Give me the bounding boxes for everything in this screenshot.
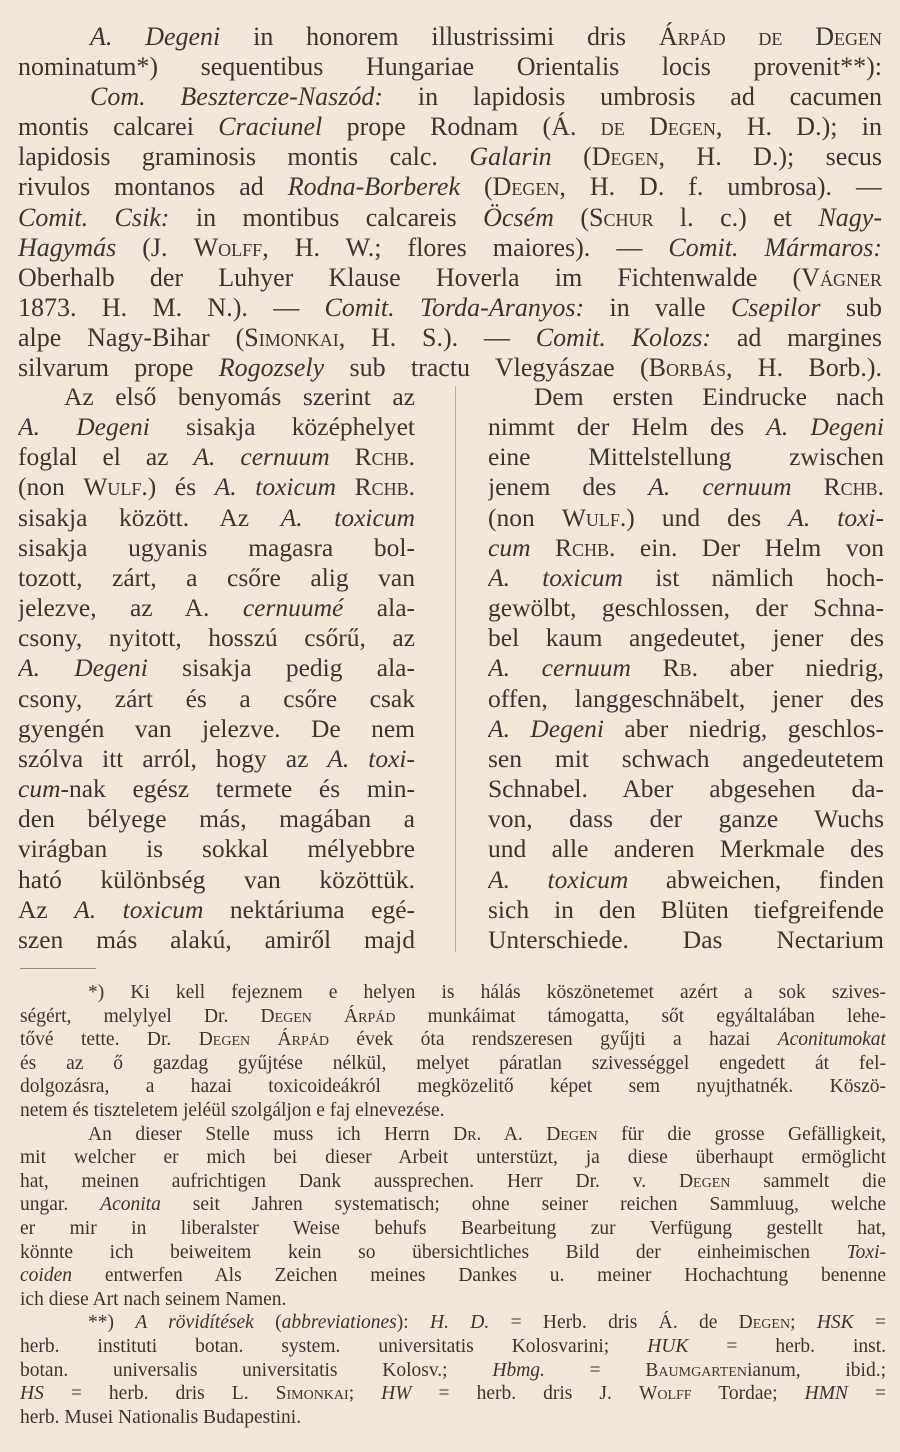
text-segment: rivulos montanos ad bbox=[18, 172, 288, 202]
small-caps-name: Rb. bbox=[662, 653, 699, 683]
text-segment: l. c.) et bbox=[653, 202, 819, 232]
text-segment: munkáimat támogatta, sőt egyáltalában lehe- bbox=[395, 1005, 886, 1027]
text-segment: és az ő gazdag gyűjtése nélkül, melyet páratlan szivességgel engedett át fel- bbox=[20, 1052, 886, 1074]
text-segment: dolgozásra, a hazai toxicoideákról megközelitő képet sem nyujthatnék. Köszö- bbox=[20, 1076, 886, 1098]
small-caps-name: Simonkai bbox=[244, 322, 339, 352]
text-segment: aber niedrig, geschlos- bbox=[604, 713, 884, 743]
italic-text: cum bbox=[18, 774, 61, 804]
text-segment: in lapidosis umbrosis ad cacumen bbox=[383, 82, 882, 112]
text-line bbox=[20, 1052, 886, 1076]
small-caps-name: Rchb. bbox=[823, 472, 884, 502]
text-segment: (non bbox=[488, 502, 562, 532]
text-segment: virágban is sokkal mélyebbre bbox=[18, 834, 415, 864]
text-segment: sisakja ugyanis magasra bol- bbox=[18, 532, 415, 562]
small-caps-name: Degen Árpád bbox=[198, 1029, 329, 1051]
text-segment: = herb. dris J. bbox=[411, 1383, 639, 1405]
text-segment: Dem ersten Eindrucke nach bbox=[534, 382, 884, 411]
italic-text: A. toxi- bbox=[788, 502, 884, 532]
text-line bbox=[488, 865, 884, 895]
text-segment: in honorem illustrissimi dris bbox=[220, 22, 659, 51]
italic-text: cum bbox=[488, 532, 531, 562]
italic-text: Comit. Csik: bbox=[18, 202, 170, 232]
hungarian-column bbox=[18, 382, 415, 955]
italic-text: A. Degeni bbox=[90, 22, 221, 51]
text-segment: von, dass der ganze Wuchs bbox=[488, 804, 884, 834]
text-segment: könnte ich beiweitem kein so übersichtliches Bild der einheimischen bbox=[20, 1241, 847, 1263]
italic-text: Craciunel bbox=[218, 112, 323, 142]
text-segment: , H. D.); secus bbox=[658, 142, 882, 172]
text-line bbox=[20, 1028, 886, 1052]
text-line bbox=[20, 1217, 886, 1241]
text-line bbox=[488, 714, 884, 744]
text-segment: , H. S.). — bbox=[338, 322, 536, 352]
italic-text: HW bbox=[381, 1383, 412, 1405]
text-segment: ianum, ibid.; bbox=[747, 1359, 886, 1381]
italic-text: HS bbox=[20, 1383, 44, 1405]
small-caps-name: Baumgarten bbox=[645, 1359, 748, 1381]
text-line bbox=[488, 533, 884, 563]
text-line bbox=[488, 623, 884, 653]
italic-text: A. toxicum bbox=[214, 472, 336, 502]
text-segment: entwerfen Als Zeichen meines Dankes u. meiner Hochachtung benenne bbox=[71, 1265, 886, 1287]
text-segment: = herb. inst. bbox=[688, 1335, 886, 1357]
text-segment: ein. Der Helm von bbox=[615, 532, 884, 562]
text-line bbox=[18, 382, 415, 412]
text-segment bbox=[530, 533, 555, 562]
text-segment: ad margines bbox=[711, 322, 882, 352]
italic-text: A. toxicum bbox=[74, 894, 204, 924]
small-caps-name: Wolff bbox=[638, 1383, 692, 1405]
text-line bbox=[18, 925, 415, 955]
text-line bbox=[488, 653, 884, 683]
small-caps-name: Árpád de Degen bbox=[658, 22, 882, 51]
text-segment: und alle anderen Merkmale des bbox=[488, 834, 884, 864]
text-segment: in valle bbox=[584, 292, 731, 322]
text-segment: offen, langgeschnäbelt, jener des bbox=[488, 683, 884, 713]
text-line bbox=[488, 895, 884, 925]
text-segment: tővé tette. Dr. bbox=[20, 1029, 199, 1051]
text-line bbox=[18, 442, 415, 472]
italic-text: Aconitumokat bbox=[777, 1029, 886, 1051]
italic-text: A. Degeni bbox=[488, 713, 604, 743]
text-line bbox=[20, 1335, 886, 1359]
italic-text: H. D. bbox=[430, 1312, 490, 1334]
small-caps-name: Rchb. bbox=[354, 472, 415, 502]
text-line bbox=[20, 1075, 886, 1099]
text-segment: ) és bbox=[147, 472, 215, 502]
italic-text: Toxi- bbox=[846, 1241, 886, 1263]
text-line bbox=[20, 981, 886, 1005]
text-segment: ( bbox=[460, 172, 493, 202]
italic-text: A. Degeni bbox=[18, 412, 150, 442]
text-segment: sammelt die bbox=[730, 1170, 886, 1192]
italic-text: HUK bbox=[647, 1335, 689, 1357]
text-segment: csony, zárt és a csőre csak bbox=[18, 683, 415, 713]
text-segment: ): bbox=[396, 1312, 431, 1334]
italic-text: A rövidítések bbox=[135, 1312, 254, 1334]
text-line bbox=[18, 82, 882, 112]
text-segment: An dieser Stelle muss ich Herrn bbox=[88, 1123, 454, 1145]
column-divider bbox=[455, 386, 456, 952]
text-segment: Unterschiede. Das Nectarium bbox=[488, 924, 884, 954]
small-caps-name: Rchb. bbox=[554, 532, 616, 562]
intro-paragraph bbox=[18, 22, 882, 383]
italic-text: A. toxi- bbox=[327, 743, 415, 773]
text-segment: ségért, melylyel Dr. bbox=[20, 1005, 261, 1027]
italic-text: Rodna-Borberek bbox=[287, 172, 461, 202]
text-segment: jenem des bbox=[488, 472, 649, 502]
text-line bbox=[20, 1005, 886, 1029]
italic-text: A. Degeni bbox=[766, 412, 884, 442]
text-segment: ungar. bbox=[20, 1194, 101, 1216]
small-caps-name: Á. de Degen bbox=[551, 112, 716, 142]
text-segment: sub bbox=[820, 292, 882, 322]
text-segment bbox=[330, 442, 355, 471]
small-caps-name: Wulf. bbox=[561, 502, 627, 532]
text-segment: , H. W.; flores maiores). — bbox=[262, 232, 669, 262]
text-segment: sisakja között. Az bbox=[18, 502, 281, 532]
text-line bbox=[488, 503, 884, 533]
text-segment: ; bbox=[348, 1383, 382, 1405]
text-line bbox=[18, 865, 415, 895]
text-segment: herb. instituti botan. system. universitatis Kolosvarini; bbox=[20, 1335, 648, 1357]
text-segment: = bbox=[544, 1359, 646, 1381]
text-line bbox=[20, 1288, 886, 1312]
text-segment: sisakja középhelyet bbox=[149, 412, 415, 442]
italic-text: HSK bbox=[816, 1312, 854, 1334]
text-segment: seit Jahren systematisch; ohne seiner reichen Sammluug, welche bbox=[160, 1194, 886, 1216]
text-line bbox=[20, 1406, 886, 1430]
footnote-rule bbox=[20, 968, 96, 969]
text-segment: hat, meinen aufrichtigen Dank aussprechen. Herr Dr. v. bbox=[20, 1170, 679, 1192]
text-line bbox=[18, 533, 415, 563]
text-segment: aber niedrig, bbox=[698, 653, 884, 683]
small-caps-name: Simonkai bbox=[275, 1383, 349, 1405]
text-line bbox=[18, 834, 415, 864]
text-segment: tozott, zárt, a csőre alig van bbox=[18, 562, 415, 592]
text-line bbox=[488, 925, 884, 955]
text-segment: ; bbox=[790, 1312, 817, 1334]
text-line bbox=[18, 804, 415, 834]
text-segment: , H. D.); in bbox=[715, 112, 882, 142]
text-line bbox=[20, 1123, 886, 1147]
text-segment: évek óta rendszeresen gyűjti a hazai bbox=[328, 1029, 778, 1051]
text-segment: = Herb. dris Á. de bbox=[489, 1312, 739, 1334]
text-segment: netem és tiszteletem jeléül szolgáljon e faj elnevezése. bbox=[20, 1099, 445, 1121]
text-line bbox=[18, 623, 415, 653]
text-line bbox=[20, 1146, 886, 1170]
text-line bbox=[18, 293, 882, 323]
text-segment: (J. bbox=[116, 232, 194, 262]
italic-text: Rogozsely bbox=[218, 353, 325, 383]
text-segment: 1873. H. M. N.). — bbox=[18, 292, 325, 322]
text-segment: Schnabel. Aber abgesehen da- bbox=[488, 774, 884, 804]
text-line bbox=[18, 52, 882, 82]
text-line bbox=[20, 1241, 886, 1265]
text-line bbox=[18, 653, 415, 683]
text-segment: Az első benyomás szerint az bbox=[64, 382, 415, 411]
text-line bbox=[20, 1099, 886, 1123]
text-segment: szen más alakú, amiről majd bbox=[18, 924, 415, 954]
small-caps-name: Degen Árpád bbox=[260, 1005, 396, 1027]
text-segment: , H. Borb.). bbox=[726, 353, 882, 383]
small-caps-name: Borbás bbox=[648, 353, 727, 383]
text-segment: Az bbox=[18, 894, 75, 924]
text-segment: für die grosse Gefälligkeit, bbox=[597, 1123, 886, 1145]
italic-text: abbreviationes bbox=[281, 1312, 397, 1334]
italic-text: A. cernuum bbox=[488, 653, 631, 683]
text-line bbox=[488, 563, 884, 593]
text-segment: gewölbt, geschlossen, der Schna- bbox=[488, 593, 884, 623]
small-caps-name: Degen bbox=[678, 1170, 731, 1192]
text-segment: , H. D. f. umbrosa). — bbox=[559, 172, 882, 202]
text-segment: -nak egész termete és min- bbox=[60, 774, 415, 804]
text-line bbox=[488, 593, 884, 623]
text-line bbox=[18, 472, 415, 502]
small-caps-name: Rchb. bbox=[354, 442, 415, 472]
footnotes bbox=[20, 981, 886, 1429]
small-caps-name: Dr. A. Degen bbox=[453, 1123, 598, 1145]
italic-text: Csepilor bbox=[730, 292, 821, 322]
small-caps-name: Vágner bbox=[801, 262, 882, 292]
italic-text: Comit. Torda-Aranyos: bbox=[324, 292, 585, 322]
text-line bbox=[18, 142, 882, 172]
text-segment: montis calcarei bbox=[18, 112, 219, 142]
text-segment: alpe Nagy-Bihar ( bbox=[18, 322, 245, 352]
text-line bbox=[18, 412, 415, 442]
text-segment: den bélyege más, magában a bbox=[18, 804, 415, 834]
text-line bbox=[18, 895, 415, 925]
italic-text: Comit. Kolozs: bbox=[535, 322, 712, 352]
italic-text: Aconita bbox=[100, 1194, 161, 1216]
text-segment: ist nämlich hoch- bbox=[622, 562, 884, 592]
text-line bbox=[18, 233, 882, 263]
text-segment: silvarum prope bbox=[18, 353, 219, 383]
text-segment: botan. universalis universitatis Kolosv.; bbox=[20, 1359, 493, 1381]
italic-text: A. toxicum bbox=[488, 864, 629, 894]
small-caps-name: Wulf. bbox=[83, 472, 148, 502]
text-segment: = herb. dris L. bbox=[43, 1383, 276, 1405]
text-line bbox=[18, 684, 415, 714]
text-segment: sisakja pedig ala- bbox=[147, 653, 415, 683]
italic-text: Galarin bbox=[469, 142, 552, 172]
text-segment: (non bbox=[18, 472, 84, 502]
text-segment: ( bbox=[553, 202, 589, 232]
italic-text: A. toxicum bbox=[488, 562, 623, 592]
text-segment: gyengén van jelezve. De nem bbox=[18, 713, 415, 743]
text-line bbox=[18, 263, 882, 293]
italic-text: Nagy- bbox=[818, 202, 882, 232]
text-line bbox=[488, 804, 884, 834]
text-line bbox=[20, 1170, 886, 1194]
small-caps-name: Degen bbox=[738, 1312, 791, 1334]
text-segment: nominatum*) sequentibus Hungariae Orientalis locis provenit**): bbox=[18, 52, 882, 82]
text-line bbox=[18, 22, 882, 52]
text-segment: in montibus calcareis bbox=[169, 202, 484, 232]
text-segment: abweichen, finden bbox=[628, 864, 884, 894]
text-segment: *) Ki kell fejeznem e helyen is hálás köszönetemet azért a sok szives- bbox=[88, 982, 886, 1003]
small-caps-name: Degen bbox=[492, 172, 560, 202]
text-segment: herb. Musei Nationalis Budapestini. bbox=[20, 1406, 302, 1428]
text-line bbox=[18, 744, 415, 774]
text-segment: **) bbox=[88, 1312, 136, 1334]
italic-text: Com. Besztercze-Naszód: bbox=[90, 82, 384, 112]
text-segment bbox=[792, 472, 824, 501]
text-line bbox=[488, 472, 884, 502]
italic-text: A. cernuum bbox=[648, 472, 792, 502]
text-line bbox=[488, 834, 884, 864]
italic-text: HMN bbox=[804, 1383, 848, 1405]
text-line bbox=[18, 774, 415, 804]
text-segment: foglal el az bbox=[18, 442, 194, 472]
text-line bbox=[20, 1193, 886, 1217]
small-caps-name: Wolff bbox=[193, 232, 263, 262]
text-segment: ( bbox=[551, 142, 592, 172]
text-segment: eine Mittelstellung zwischen bbox=[488, 442, 884, 472]
text-segment bbox=[631, 653, 663, 682]
text-line bbox=[20, 1359, 886, 1383]
text-segment: bel kaum angedeutet, jener des bbox=[488, 623, 884, 653]
italic-text: Öcsém bbox=[483, 202, 554, 232]
text-line bbox=[18, 172, 882, 202]
text-line bbox=[18, 714, 415, 744]
text-line bbox=[18, 323, 882, 353]
text-line bbox=[20, 1382, 886, 1406]
text-segment: lapidosis graminosis montis calc. bbox=[18, 142, 470, 172]
italic-text: cernuumé bbox=[242, 593, 344, 623]
text-line bbox=[488, 382, 884, 412]
text-line bbox=[488, 442, 884, 472]
text-segment: = bbox=[853, 1312, 886, 1334]
small-caps-name: Schur bbox=[589, 202, 654, 232]
italic-text: Hbmg. bbox=[492, 1359, 545, 1381]
text-line bbox=[18, 203, 882, 233]
small-caps-name: Degen bbox=[591, 142, 659, 172]
italic-text: A. Degeni bbox=[18, 653, 148, 683]
italic-text: Hagymás bbox=[18, 232, 117, 262]
text-segment bbox=[336, 472, 355, 501]
text-segment: mit welcher er mich bei dieser Arbeit unterstüzt, ja diese überhaupt ermöglicht bbox=[20, 1147, 886, 1169]
text-segment: sub tractu Vlegyászae ( bbox=[324, 353, 649, 383]
text-segment: Oberhalb der Luhyer Klause Hoverla im Fichtenwalde ( bbox=[18, 262, 802, 292]
text-segment: szólva itt arról, hogy az bbox=[18, 743, 328, 773]
text-segment: nektáriuma egé- bbox=[203, 894, 415, 924]
text-line bbox=[18, 563, 415, 593]
text-segment: = bbox=[847, 1383, 886, 1405]
text-line bbox=[488, 774, 884, 804]
text-segment: ható különbség van közöttük. bbox=[18, 864, 415, 894]
text-segment: jelezve, az A. bbox=[18, 593, 243, 623]
text-segment: csony, nyitott, hosszú csőrű, az bbox=[18, 623, 415, 653]
german-column bbox=[488, 382, 884, 955]
italic-text: A. cernuum bbox=[193, 442, 330, 472]
text-line bbox=[18, 353, 882, 383]
text-line bbox=[488, 744, 884, 774]
text-segment: sich in den Blüten tiefgreifende bbox=[488, 894, 884, 924]
text-segment: er mir in liberalster Weise behufs Bearbeitung zur Verfügung gestellt hat, bbox=[20, 1217, 886, 1239]
text-line bbox=[488, 412, 884, 442]
text-line bbox=[18, 503, 415, 533]
text-line bbox=[20, 1311, 886, 1335]
text-line bbox=[20, 1264, 886, 1288]
text-segment: sen mit schwach angedeutetem bbox=[488, 743, 884, 773]
italic-text: Comit. Mármaros: bbox=[668, 232, 882, 262]
text-line bbox=[488, 684, 884, 714]
text-segment: nimmt der Helm des bbox=[488, 412, 767, 442]
text-segment: ich diese Art nach seinem Namen. bbox=[20, 1288, 287, 1310]
text-line bbox=[18, 593, 415, 623]
text-segment: Tordae; bbox=[691, 1383, 805, 1405]
text-segment: ( bbox=[253, 1312, 282, 1334]
text-line bbox=[18, 112, 882, 142]
text-segment: ) und des bbox=[626, 502, 789, 532]
italic-text: coiden bbox=[20, 1265, 72, 1287]
text-segment: ala- bbox=[343, 593, 415, 623]
italic-text: A. toxicum bbox=[280, 502, 415, 532]
text-segment: prope Rodnam ( bbox=[322, 112, 552, 142]
